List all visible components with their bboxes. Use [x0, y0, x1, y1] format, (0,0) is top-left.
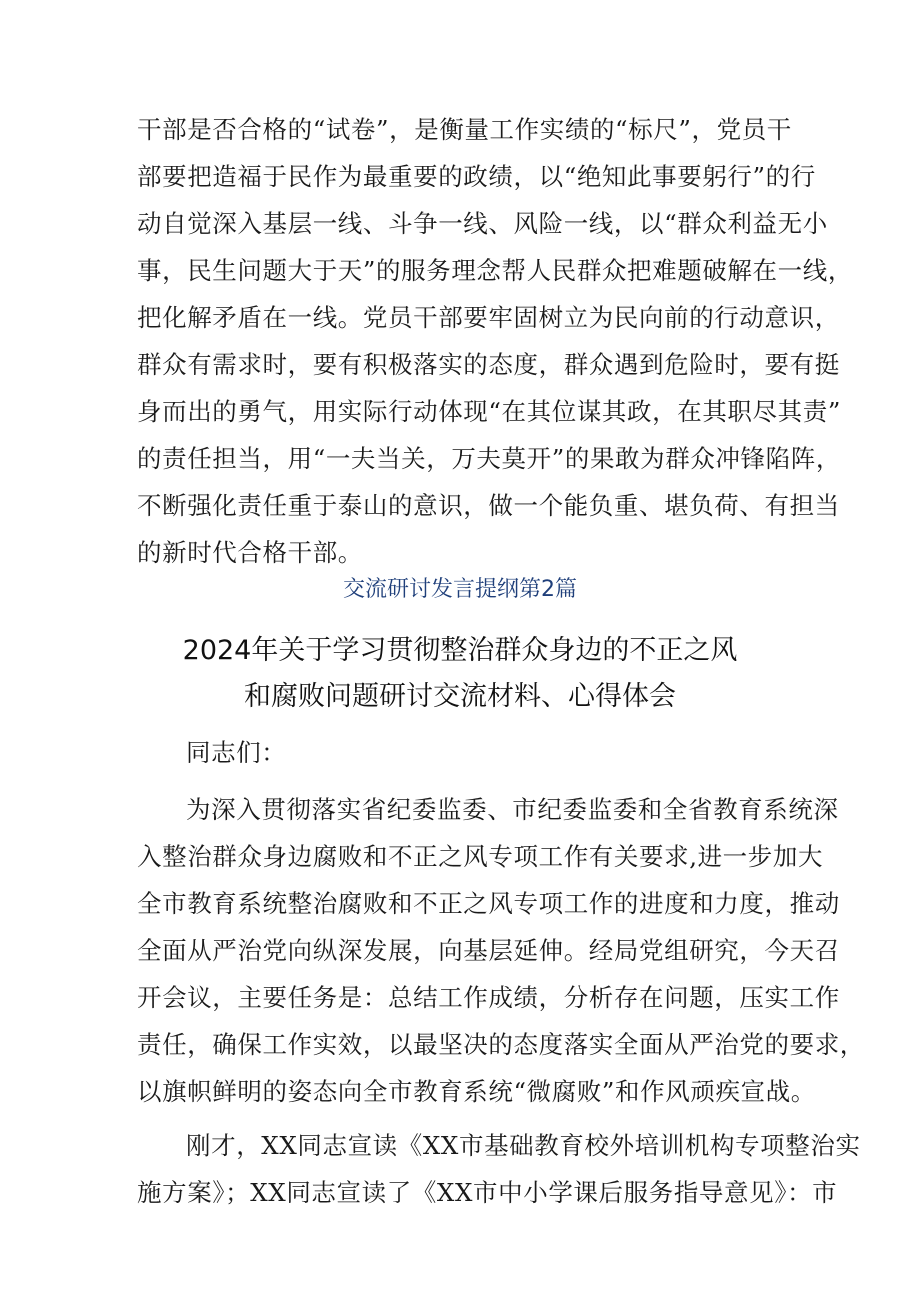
text-line: 事，民生问题大于天”的服务理念帮人民群众把难题破解在一线，	[137, 256, 853, 285]
text-line: 动自觉深入基层一线、斗争一线、风险一线，以“群众利益无小	[137, 209, 828, 238]
text-line: 开会议，主要任务是：总结工作成绩，分析存在问题，压实工作	[137, 983, 840, 1012]
document-title-line-1: 2024年关于学习贯彻整治群众身边的不正之风	[182, 635, 738, 666]
text-line: 的责任担当，用“一夫当关，万夫莫开”的果敢为群众冲锋陷阵，	[137, 444, 841, 473]
section-subheading: 交流研讨发言提纲第2篇	[343, 577, 577, 602]
text-line: 部要把造福于民作为最重要的政绩，以“绝知此事要躬行”的行	[137, 162, 816, 191]
document-title-line-2: 和腐败问题研讨交流材料、心得体会	[244, 681, 676, 712]
salutation: 同志们：	[186, 738, 287, 767]
text-line: 施方案》；XX同志宣读了《XX市中小学课后服务指导意见》：市	[137, 1178, 838, 1207]
text-line: 群众有需求时，要有积极落实的态度，群众遇到危险时，要有挺	[137, 350, 840, 379]
text-line: 责任，确保工作实效，以最坚决的态度落实全面从严治党的要求，	[137, 1030, 865, 1059]
text-line: 以旗帜鲜明的姿态向全市教育系统“微腐败”和作风顽疾宣战。	[137, 1077, 816, 1106]
text-line: 不断强化责任重于泰山的意识，做一个能负重、堪负荷、有担当	[137, 491, 840, 520]
text-line: 入整治群众身边腐败和不正之风专项工作有关要求,进一步加大	[137, 842, 824, 871]
text-line: 干部是否合格的“试卷”，是衡量工作实绩的“标尺”，党员干	[137, 115, 792, 144]
text-line: 全市教育系统整治腐败和不正之风专项工作的进度和力度，推动	[137, 889, 840, 918]
text-line: 的新时代合格干部。	[137, 538, 363, 567]
text-line: 为深入贯彻落实省纪委监委、市纪委监委和全省教育系统深	[186, 795, 839, 824]
text-line: 刚才，XX同志宣读《XX市基础教育校外培训机构专项整治实	[186, 1131, 861, 1160]
text-line: 全面从严治党向纵深发展，向基层延伸。经局党组研究，今天召	[137, 936, 840, 965]
text-line: 把化解矛盾在一线。党员干部要牢固树立为民向前的行动意识，	[137, 303, 840, 332]
text-line: 身而出的勇气，用实际行动体现“在其位谋其政，在其职尽其责”	[137, 397, 841, 426]
